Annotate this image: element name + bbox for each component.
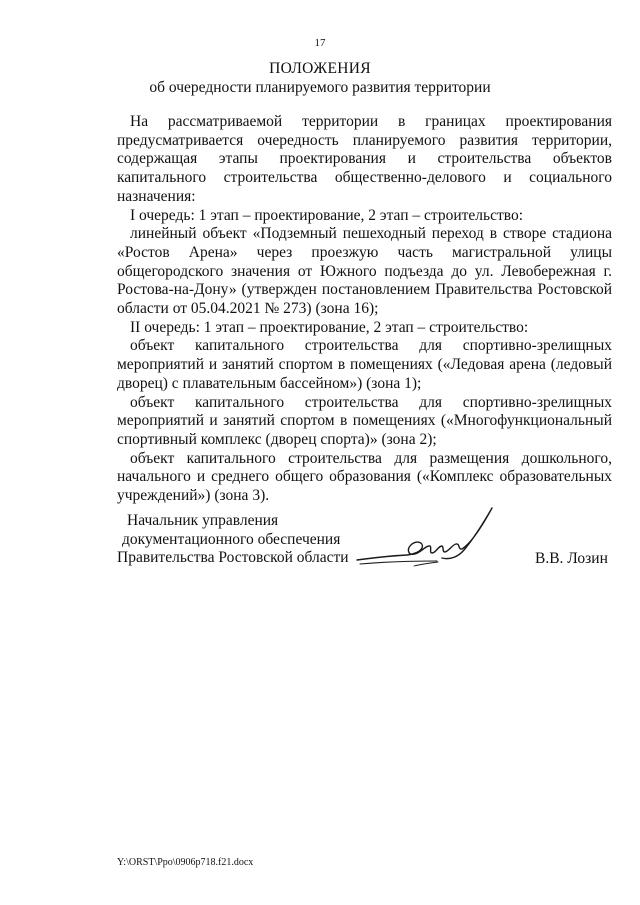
file-path-footer: Y:\ORST\Ppo\0906p718.f21.docx: [117, 857, 254, 868]
page-number: 17: [314, 37, 326, 49]
paragraph-intro: На рассматриваемой территории в границах проектирования предусматривается очередность планируемого развития территории, содержащая этапы проектирования и строительства объектов капитального строительства общественно-делового и социального назначения:: [117, 113, 612, 205]
paragraph-stage-2-item-3: объект капитального строительства для размещения дошкольного, начального и среднего общего образования («Комплекс образовательных учреждений») (зона 3).: [117, 449, 612, 505]
paragraph-stage-2-heading: II очередь: 1 этап – проектирование, 2 этап – строительство:: [130, 318, 529, 336]
signatory-position-line-3: Правительства Ростовской области: [117, 549, 349, 567]
handwritten-signature: [352, 500, 502, 580]
paragraph-stage-1-item: линейный объект «Подземный пешеходный переход в створе стадиона «Ростов Арена» через проезжую часть магистральной улицы общегородского значения от Южного подъезда до ул. Левобережная г. Ростова-на-Дону» (утвержден постановлением Правительства Ростовской области от 05.04.2021 № 273) (зона 16);: [117, 225, 612, 318]
document-subtitle: об очередности планируемого развития территории: [149, 79, 491, 96]
paragraph-stage-2-item-1: объект капитального строительства для спортивно-зрелищных мероприятий и занятий спортом в помещениях («Ледовая арена (ледовый дворец) с плавательным бассейном») (зона 1);: [117, 337, 612, 392]
document-body: [117, 113, 612, 506]
signatory-name: В.В. Лозин: [535, 550, 608, 567]
document-title: ПОЛОЖЕНИЯ: [269, 60, 371, 77]
signatory-position: [117, 512, 349, 568]
paragraph-stage-1-heading: I очередь: 1 этап – проектирование, 2 этап – строительство:: [130, 206, 524, 224]
signatory-position-line-1: Начальник управления: [127, 512, 279, 529]
signatory-position-line-2: документационного обеспечения: [122, 530, 341, 548]
paragraph-stage-2-item-2: объект капитального строительства для спортивно-зрелищных мероприятий и занятий спортом в помещениях («Многофункциональный спортивный комплекс (дворец спорта)» (зона 2);: [117, 393, 612, 448]
